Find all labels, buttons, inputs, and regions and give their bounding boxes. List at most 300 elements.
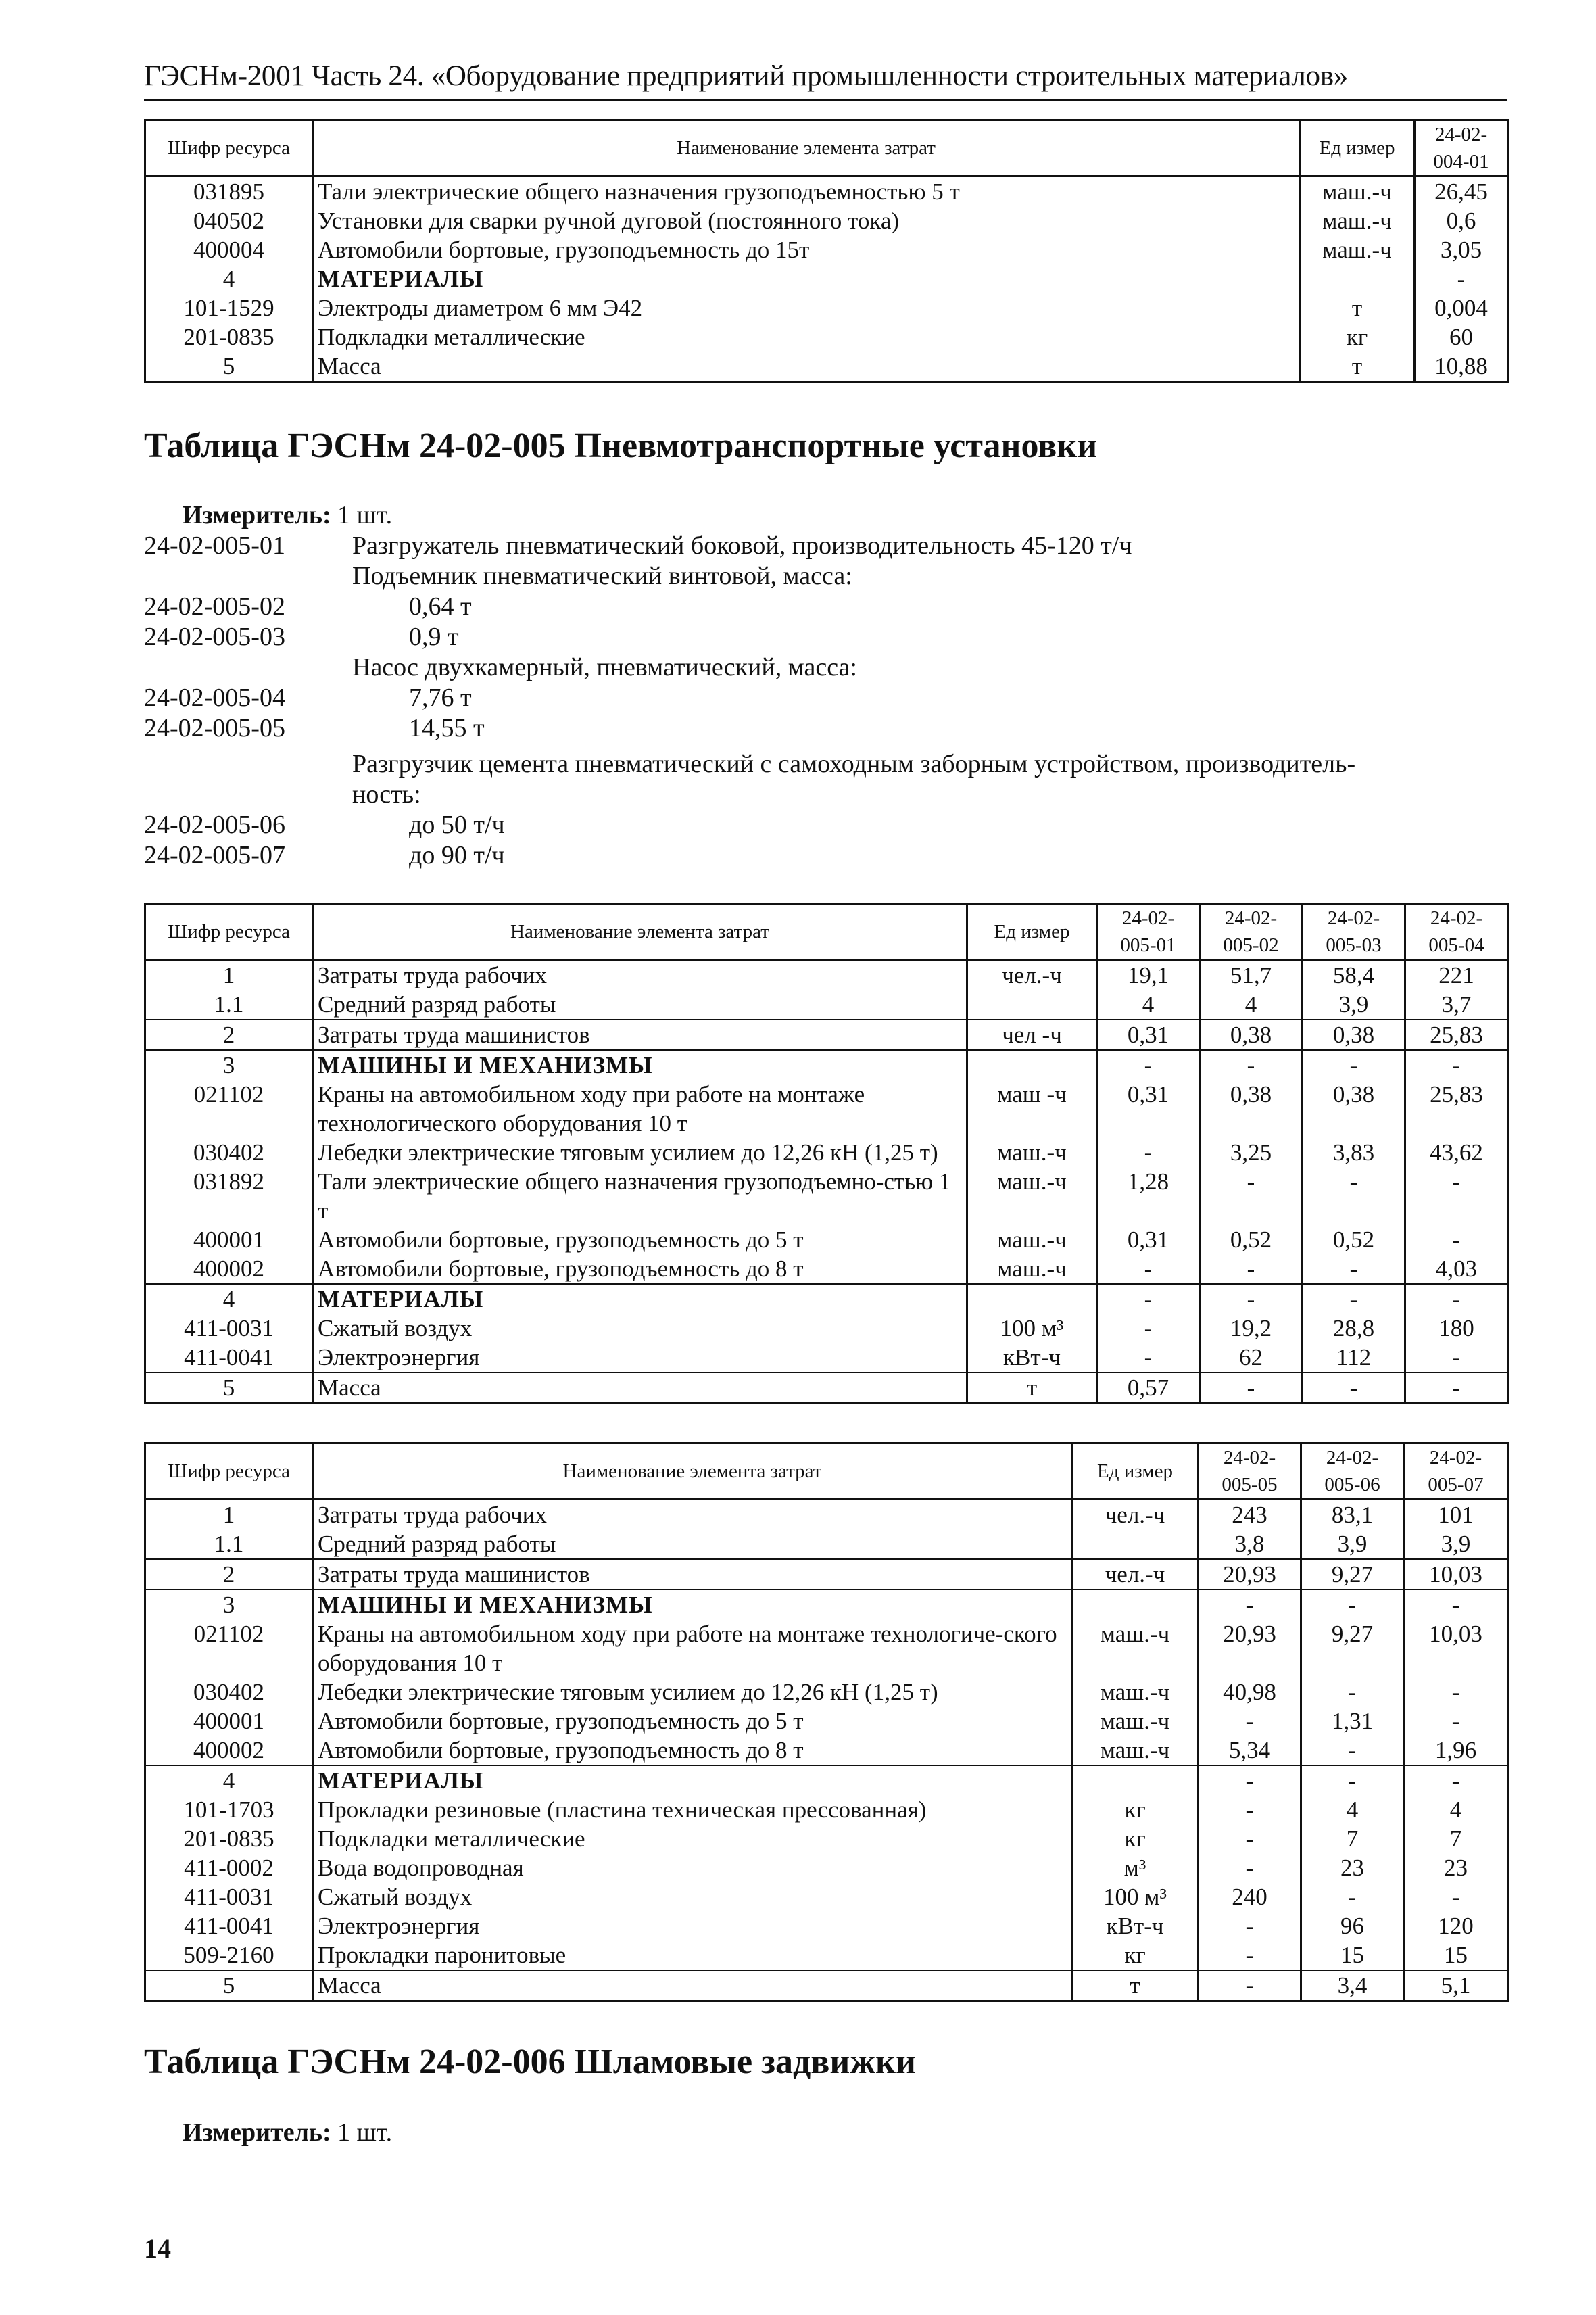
header-norm: 24-02- 005-01 — [1097, 904, 1200, 960]
cell-code: 031895 — [145, 176, 313, 207]
cell-value: 0,38 — [1200, 1020, 1303, 1050]
cell-value: - — [1200, 1373, 1303, 1404]
cell-value: 3,9 — [1404, 1529, 1508, 1559]
table-row — [145, 1500, 1508, 1530]
cell-value: - — [1303, 1284, 1405, 1314]
cell-code: 031892 — [145, 1167, 313, 1225]
cell-value: - — [1415, 264, 1508, 293]
cell-name: Электроэнергия — [313, 1911, 1072, 1940]
cell-value: 3,8 — [1199, 1529, 1301, 1559]
cell-name: Подкладки металлические — [313, 1824, 1072, 1853]
cell-value: 0,38 — [1303, 1020, 1405, 1050]
cell-value: - — [1199, 1970, 1301, 2001]
table-row — [145, 1853, 1508, 1882]
cell-name: Подкладки металлические — [313, 323, 1300, 352]
cell-name: Автомобили бортовые, грузоподъемность до 5 т — [313, 1225, 967, 1254]
item-text: до 90 т/ч — [409, 841, 505, 869]
header-norm: 24-02- 005-06 — [1301, 1443, 1404, 1500]
cell-value: 26,45 — [1415, 176, 1508, 207]
cell-value: - — [1097, 1284, 1200, 1314]
cell-unit: маш.-ч — [1072, 1619, 1199, 1677]
item-code: 24-02-005-03 — [144, 623, 285, 651]
table-row — [145, 1736, 1508, 1765]
table-row — [145, 1254, 1508, 1284]
cell-unit — [1300, 264, 1415, 293]
cell-value: 10,03 — [1404, 1619, 1508, 1677]
cell-value: 240 — [1199, 1882, 1301, 1911]
cell-unit: маш.-ч — [1300, 206, 1415, 235]
cell-value: - — [1303, 1050, 1405, 1080]
cell-value: 58,4 — [1303, 960, 1405, 991]
page-number: 14 — [144, 2233, 171, 2264]
header-code: Шифр ресурса — [145, 904, 313, 960]
cell-name: Средний разряд работы — [313, 1529, 1072, 1559]
cell-value: 7 — [1301, 1824, 1404, 1853]
cell-value: - — [1301, 1882, 1404, 1911]
table-row — [145, 1080, 1508, 1138]
cell-value: 1,31 — [1301, 1707, 1404, 1736]
cell-code: 411-0041 — [145, 1343, 313, 1373]
cell-value: 3,83 — [1303, 1138, 1405, 1167]
cell-code: 4 — [145, 1765, 313, 1795]
cell-value: - — [1097, 1138, 1200, 1167]
cell-unit: маш.-ч — [967, 1138, 1097, 1167]
cell-unit: 100 м³ — [967, 1314, 1097, 1343]
section-title-24-02-005: Таблица ГЭСНм 24-02-005 Пневмотранспортные установки — [144, 427, 1098, 465]
cell-unit — [967, 1284, 1097, 1314]
cell-unit — [1072, 1529, 1199, 1559]
cell-value: - — [1200, 1284, 1303, 1314]
cell-unit — [1072, 1590, 1199, 1619]
cell-name: Автомобили бортовые, грузоподъемность до 8 т — [313, 1254, 967, 1284]
section-title-24-02-006: Таблица ГЭСНм 24-02-006 Шламовые задвижки — [144, 2043, 916, 2081]
table-24-02-004 — [144, 119, 1509, 383]
header-unit: Ед измер — [967, 904, 1097, 960]
cell-value: 3,4 — [1301, 1970, 1404, 2001]
cell-code: 1.1 — [145, 990, 313, 1020]
cell-unit: чел -ч — [967, 1020, 1097, 1050]
cell-name: Тали электрические общего назначения грузоподъемностью 5 т — [313, 176, 1300, 207]
cell-code: 509-2160 — [145, 1940, 313, 1970]
table-row — [145, 1882, 1508, 1911]
header-norm: 24-02- 004-01 — [1415, 120, 1508, 176]
cell-value: 3,7 — [1405, 990, 1508, 1020]
cell-code: 400002 — [145, 1736, 313, 1765]
header-norm: 24-02- 005-02 — [1200, 904, 1303, 960]
cell-value: 0,31 — [1097, 1225, 1200, 1254]
header-norm: 24-02- 005-04 — [1405, 904, 1508, 960]
cell-value: 19,2 — [1200, 1314, 1303, 1343]
cell-unit: чел.-ч — [967, 960, 1097, 991]
cell-value: - — [1404, 1590, 1508, 1619]
cell-unit: маш.-ч — [1072, 1707, 1199, 1736]
cell-value: - — [1200, 1050, 1303, 1080]
cell-code: 2 — [145, 1020, 313, 1050]
cell-value: - — [1404, 1765, 1508, 1795]
cell-name: Лебедки электрические тяговым усилием до 12,26 кН (1,25 т) — [313, 1138, 967, 1167]
cell-unit: кг — [1300, 323, 1415, 352]
cell-unit — [967, 1050, 1097, 1080]
header-code: Шифр ресурса — [145, 1443, 313, 1500]
cell-name: Затраты труда рабочих — [313, 960, 967, 991]
cell-name: Лебедки электрические тяговым усилием до 12,26 кН (1,25 т) — [313, 1677, 1072, 1707]
cell-value: 23 — [1301, 1853, 1404, 1882]
cell-code: 411-0031 — [145, 1882, 313, 1911]
cell-unit: маш.-ч — [1300, 176, 1415, 207]
cell-code: 411-0031 — [145, 1314, 313, 1343]
cell-name: Электроды диаметром 6 мм Э42 — [313, 293, 1300, 323]
cell-name: МАШИНЫ И МЕХАНИЗМЫ — [313, 1590, 1072, 1619]
cell-value: 0,57 — [1097, 1373, 1200, 1404]
cell-name: Вода водопроводная — [313, 1853, 1072, 1882]
item-text: до 50 т/ч — [409, 811, 505, 839]
cell-value: 62 — [1200, 1343, 1303, 1373]
cell-unit: т — [1072, 1970, 1199, 2001]
cell-value: 28,8 — [1303, 1314, 1405, 1343]
cell-name: Электроэнергия — [313, 1343, 967, 1373]
cell-name: Средний разряд работы — [313, 990, 967, 1020]
cell-unit — [1072, 1765, 1199, 1795]
meter-label: Измеритель: — [183, 2118, 331, 2147]
item-text: 7,76 т — [409, 684, 472, 712]
cell-value: 25,83 — [1405, 1080, 1508, 1138]
cell-value: - — [1200, 1254, 1303, 1284]
cell-unit: маш.-ч — [967, 1167, 1097, 1225]
cell-value: 23 — [1404, 1853, 1508, 1882]
cell-value: 15 — [1404, 1940, 1508, 1970]
cell-name: Автомобили бортовые, грузоподъемность до 15т — [313, 235, 1300, 264]
cell-code: 1.1 — [145, 1529, 313, 1559]
table-row — [145, 1050, 1508, 1080]
table-24-02-005-a — [144, 903, 1509, 1404]
cell-name: Масса — [313, 1970, 1072, 2001]
cell-code: 101-1703 — [145, 1795, 313, 1824]
cell-code: 5 — [145, 1970, 313, 2001]
header-norm: 24-02- 005-07 — [1404, 1443, 1508, 1500]
cell-name: Затраты труда рабочих — [313, 1500, 1072, 1530]
item-text: 0,9 т — [409, 623, 459, 651]
cell-value: - — [1199, 1940, 1301, 1970]
table-row — [145, 352, 1508, 382]
cell-value: 3,25 — [1200, 1138, 1303, 1167]
table-row — [145, 1314, 1508, 1343]
cell-name: МАТЕРИАЛЫ — [313, 1284, 967, 1314]
table-row — [145, 1020, 1508, 1050]
cell-unit: маш.-ч — [967, 1254, 1097, 1284]
cell-value: - — [1303, 1167, 1405, 1225]
cell-value: 0,52 — [1303, 1225, 1405, 1254]
cell-name: МАТЕРИАЛЫ — [313, 264, 1300, 293]
item-text: 0,64 т — [409, 592, 472, 621]
cell-value: - — [1404, 1677, 1508, 1707]
cell-unit: кВт-ч — [967, 1343, 1097, 1373]
meter-label: Измеритель: — [183, 501, 331, 529]
cell-value: 0,31 — [1097, 1080, 1200, 1138]
header-norm: 24-02- 005-03 — [1303, 904, 1405, 960]
cell-value: 20,93 — [1199, 1619, 1301, 1677]
cell-value: 25,83 — [1405, 1020, 1508, 1050]
item-text: 14,55 т — [409, 714, 485, 742]
cell-value: 1,28 — [1097, 1167, 1200, 1225]
table-row — [145, 235, 1508, 264]
cell-value: 4 — [1301, 1795, 1404, 1824]
cell-value: 0,31 — [1097, 1020, 1200, 1050]
cell-code: 201-0835 — [145, 323, 313, 352]
table-24-02-005-b — [144, 1442, 1509, 2002]
table-row — [145, 1529, 1508, 1559]
table-row — [145, 1619, 1508, 1677]
cell-unit: т — [1300, 293, 1415, 323]
table-header-row — [145, 1443, 1508, 1500]
cell-value: - — [1405, 1167, 1508, 1225]
table-row — [145, 1824, 1508, 1853]
header-unit: Ед измер — [1072, 1443, 1199, 1500]
cell-code: 5 — [145, 1373, 313, 1404]
cell-value: 4 — [1097, 990, 1200, 1020]
table-row — [145, 1765, 1508, 1795]
cell-name: Краны на автомобильном ходу при работе на монтаже технологического оборудования 10 т — [313, 1080, 967, 1138]
cell-value: 3,9 — [1303, 990, 1405, 1020]
cell-value: 4 — [1404, 1795, 1508, 1824]
table-row — [145, 1970, 1508, 2001]
item-code: 24-02-005-07 — [144, 841, 285, 869]
header-name: Наименование элемента затрат — [313, 904, 967, 960]
cell-code: 400004 — [145, 235, 313, 264]
cell-unit: маш -ч — [967, 1080, 1097, 1138]
cell-unit: кВт-ч — [1072, 1911, 1199, 1940]
cell-unit: чел.-ч — [1072, 1559, 1199, 1590]
cell-value: 0,38 — [1303, 1080, 1405, 1138]
table-row — [145, 1677, 1508, 1707]
cell-unit: м³ — [1072, 1853, 1199, 1882]
cell-unit: маш.-ч — [1300, 235, 1415, 264]
cell-value: 5,1 — [1404, 1970, 1508, 2001]
cell-unit: кг — [1072, 1824, 1199, 1853]
table-header-row — [145, 904, 1508, 960]
cell-value: - — [1405, 1373, 1508, 1404]
cell-code: 030402 — [145, 1138, 313, 1167]
cell-code: 201-0835 — [145, 1824, 313, 1853]
cell-value: - — [1301, 1736, 1404, 1765]
header-name: Наименование элемента затрат — [313, 1443, 1072, 1500]
cell-value: 3,05 — [1415, 235, 1508, 264]
table-header-row — [145, 120, 1508, 176]
cell-value: - — [1199, 1707, 1301, 1736]
table-row — [145, 1795, 1508, 1824]
cell-name: Прокладки паронитовые — [313, 1940, 1072, 1970]
cell-value: - — [1097, 1314, 1200, 1343]
cell-unit: 100 м³ — [1072, 1882, 1199, 1911]
cell-value: 4,03 — [1405, 1254, 1508, 1284]
table-row — [145, 1559, 1508, 1590]
cell-code: 411-0041 — [145, 1911, 313, 1940]
table-row — [145, 1707, 1508, 1736]
table-row — [145, 264, 1508, 293]
cell-value: 112 — [1303, 1343, 1405, 1373]
cell-value: - — [1303, 1254, 1405, 1284]
meter-line-2 — [183, 2118, 392, 2147]
cell-value: 180 — [1405, 1314, 1508, 1343]
cell-value: 1,96 — [1404, 1736, 1508, 1765]
table-row — [145, 1590, 1508, 1619]
cell-value: - — [1405, 1225, 1508, 1254]
table-row — [145, 1343, 1508, 1373]
cell-value: - — [1200, 1167, 1303, 1225]
table-row — [145, 206, 1508, 235]
cell-value: 221 — [1405, 960, 1508, 991]
cell-value: 101 — [1404, 1500, 1508, 1530]
item-text: ность: — [352, 780, 421, 809]
header-code: Шифр ресурса — [145, 120, 313, 176]
header-rule — [144, 99, 1507, 101]
cell-value: 3,9 — [1301, 1529, 1404, 1559]
cell-code: 2 — [145, 1559, 313, 1590]
cell-value: - — [1097, 1254, 1200, 1284]
cell-unit: т — [967, 1373, 1097, 1404]
table-row — [145, 990, 1508, 1020]
cell-name: Затраты труда машинистов — [313, 1020, 967, 1050]
meter-value: 1 шт. — [337, 501, 393, 529]
item-code: 24-02-005-01 — [144, 531, 285, 560]
cell-value: - — [1097, 1050, 1200, 1080]
cell-value: - — [1405, 1284, 1508, 1314]
cell-value: - — [1301, 1765, 1404, 1795]
item-text: Насос двухкамерный, пневматический, масса: — [352, 653, 857, 682]
cell-value: 9,27 — [1301, 1619, 1404, 1677]
cell-unit: маш.-ч — [1072, 1736, 1199, 1765]
header-norm: 24-02- 005-05 — [1199, 1443, 1301, 1500]
cell-name: Масса — [313, 352, 1300, 382]
cell-code: 021102 — [145, 1080, 313, 1138]
item-code: 24-02-005-05 — [144, 714, 285, 742]
cell-value: - — [1199, 1824, 1301, 1853]
cell-value: 96 — [1301, 1911, 1404, 1940]
cell-unit: чел.-ч — [1072, 1500, 1199, 1530]
cell-name: Масса — [313, 1373, 967, 1404]
item-code: 24-02-005-02 — [144, 592, 285, 621]
cell-value: 7 — [1404, 1824, 1508, 1853]
cell-value: - — [1199, 1765, 1301, 1795]
cell-code: 5 — [145, 352, 313, 382]
cell-value: 0,004 — [1415, 293, 1508, 323]
cell-value: - — [1301, 1677, 1404, 1707]
cell-value: 43,62 — [1405, 1138, 1508, 1167]
cell-name: МАТЕРИАЛЫ — [313, 1765, 1072, 1795]
cell-value: 5,34 — [1199, 1736, 1301, 1765]
cell-name: МАШИНЫ И МЕХАНИЗМЫ — [313, 1050, 967, 1080]
cell-value: - — [1199, 1911, 1301, 1940]
cell-name: Прокладки резиновые (пластина техническая прессованная) — [313, 1795, 1072, 1824]
cell-code: 4 — [145, 264, 313, 293]
cell-code: 1 — [145, 960, 313, 991]
running-header: ГЭСНм-2001 Часть 24. «Оборудование предприятий промышленности строительных материалов» — [144, 60, 1348, 92]
meter-value: 1 шт. — [337, 2118, 393, 2147]
cell-value: 15 — [1301, 1940, 1404, 1970]
table-row — [145, 293, 1508, 323]
cell-value: - — [1404, 1882, 1508, 1911]
table-row — [145, 960, 1508, 991]
table-row — [145, 1138, 1508, 1167]
meter-line — [183, 500, 392, 530]
cell-code: 400002 — [145, 1254, 313, 1284]
cell-value: - — [1199, 1795, 1301, 1824]
cell-value: 20,93 — [1199, 1559, 1301, 1590]
cell-name: Установки для сварки ручной дуговой (постоянного тока) — [313, 206, 1300, 235]
cell-value: 40,98 — [1199, 1677, 1301, 1707]
cell-name: Краны на автомобильном ходу при работе на монтаже технологиче-ского оборудования 10 т — [313, 1619, 1072, 1677]
cell-code: 4 — [145, 1284, 313, 1314]
item-text: Подъемник пневматический винтовой, масса: — [352, 562, 852, 590]
cell-name: Сжатый воздух — [313, 1314, 967, 1343]
cell-value: - — [1199, 1853, 1301, 1882]
header-unit: Ед измер — [1300, 120, 1415, 176]
cell-value: 0,52 — [1200, 1225, 1303, 1254]
cell-value: 4 — [1200, 990, 1303, 1020]
cell-name: Автомобили бортовые, грузоподъемность до 5 т — [313, 1707, 1072, 1736]
item-text: Разгружатель пневматический боковой, производительность 45-120 т/ч — [352, 531, 1132, 560]
cell-value: 9,27 — [1301, 1559, 1404, 1590]
cell-unit: маш.-ч — [967, 1225, 1097, 1254]
cell-value: - — [1404, 1707, 1508, 1736]
cell-value: 0,38 — [1200, 1080, 1303, 1138]
cell-code: 040502 — [145, 206, 313, 235]
cell-code: 1 — [145, 1500, 313, 1530]
cell-unit: кг — [1072, 1795, 1199, 1824]
cell-value: - — [1405, 1343, 1508, 1373]
table-row — [145, 1284, 1508, 1314]
cell-value: 51,7 — [1200, 960, 1303, 991]
cell-value: - — [1199, 1590, 1301, 1619]
cell-name: Затраты труда машинистов — [313, 1559, 1072, 1590]
table-row — [145, 1373, 1508, 1404]
cell-unit — [967, 990, 1097, 1020]
cell-code: 3 — [145, 1590, 313, 1619]
cell-value: - — [1097, 1343, 1200, 1373]
header-name: Наименование элемента затрат — [313, 120, 1300, 176]
item-code: 24-02-005-06 — [144, 811, 285, 839]
cell-value: 243 — [1199, 1500, 1301, 1530]
table-row — [145, 1167, 1508, 1225]
cell-code: 3 — [145, 1050, 313, 1080]
cell-value: 0,6 — [1415, 206, 1508, 235]
cell-value: - — [1303, 1373, 1405, 1404]
cell-value: - — [1301, 1590, 1404, 1619]
table-row — [145, 1225, 1508, 1254]
cell-code: 101-1529 — [145, 293, 313, 323]
cell-value: 83,1 — [1301, 1500, 1404, 1530]
cell-code: 030402 — [145, 1677, 313, 1707]
table-row — [145, 1940, 1508, 1970]
item-code: 24-02-005-04 — [144, 684, 285, 712]
item-text: Разгрузчик цемента пневматический с самоходным заборным устройством, производитель- — [352, 750, 1356, 778]
cell-value: 10,88 — [1415, 352, 1508, 382]
cell-value: - — [1405, 1050, 1508, 1080]
cell-unit: кг — [1072, 1940, 1199, 1970]
cell-unit: маш.-ч — [1072, 1677, 1199, 1707]
cell-value: 10,03 — [1404, 1559, 1508, 1590]
table-row — [145, 323, 1508, 352]
cell-value: 120 — [1404, 1911, 1508, 1940]
cell-value: 60 — [1415, 323, 1508, 352]
table-row — [145, 1911, 1508, 1940]
cell-code: 021102 — [145, 1619, 313, 1677]
cell-code: 400001 — [145, 1225, 313, 1254]
table-row — [145, 176, 1508, 207]
cell-name: Автомобили бортовые, грузоподъемность до 8 т — [313, 1736, 1072, 1765]
cell-unit: т — [1300, 352, 1415, 382]
cell-name: Тали электрические общего назначения грузоподъемно-стью 1 т — [313, 1167, 967, 1225]
cell-name: Сжатый воздух — [313, 1882, 1072, 1911]
